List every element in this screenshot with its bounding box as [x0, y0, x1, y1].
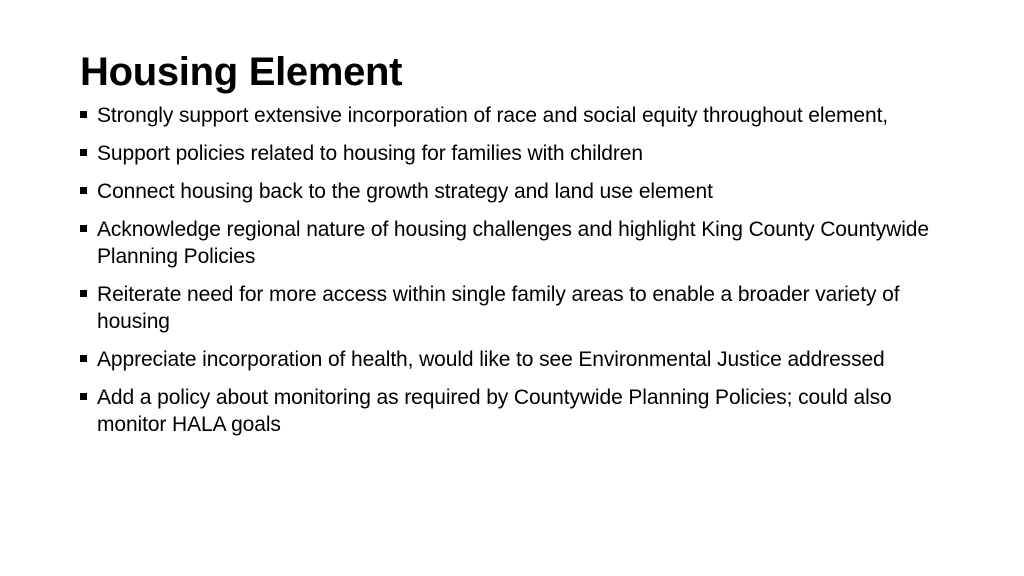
- square-bullet-icon: [80, 393, 87, 400]
- bullet-item: [80, 102, 964, 129]
- square-bullet-icon: [80, 355, 87, 362]
- bullet-item: [80, 346, 964, 373]
- bullet-list: [80, 102, 964, 438]
- bullet-item: [80, 178, 964, 205]
- bullet-item: [80, 384, 964, 438]
- square-bullet-icon: [80, 225, 87, 232]
- square-bullet-icon: [80, 149, 87, 156]
- bullet-text: Strongly support extensive incorporation of race and social equity throughout element,: [97, 104, 889, 127]
- square-bullet-icon: [80, 111, 87, 118]
- bullet-item: [80, 281, 964, 335]
- slide-title: Housing Element: [80, 50, 403, 94]
- bullet-item: [80, 140, 964, 167]
- bullet-text: Support policies related to housing for families with children: [97, 142, 643, 165]
- square-bullet-icon: [80, 290, 87, 297]
- bullet-text: Appreciate incorporation of health, would like to see Environmental Justice addressed: [97, 348, 885, 371]
- square-bullet-icon: [80, 187, 87, 194]
- bullet-text: Connect housing back to the growth strategy and land use element: [97, 180, 713, 203]
- bullet-text: Add a policy about monitoring as required by Countywide Planning Policies; could also monitor HALA goals: [97, 386, 892, 436]
- bullet-text: Acknowledge regional nature of housing challenges and highlight King County Countywide Planning Policies: [97, 218, 929, 268]
- bullet-text: Reiterate need for more access within single family areas to enable a broader variety of housing: [97, 283, 900, 333]
- bullet-item: [80, 216, 964, 270]
